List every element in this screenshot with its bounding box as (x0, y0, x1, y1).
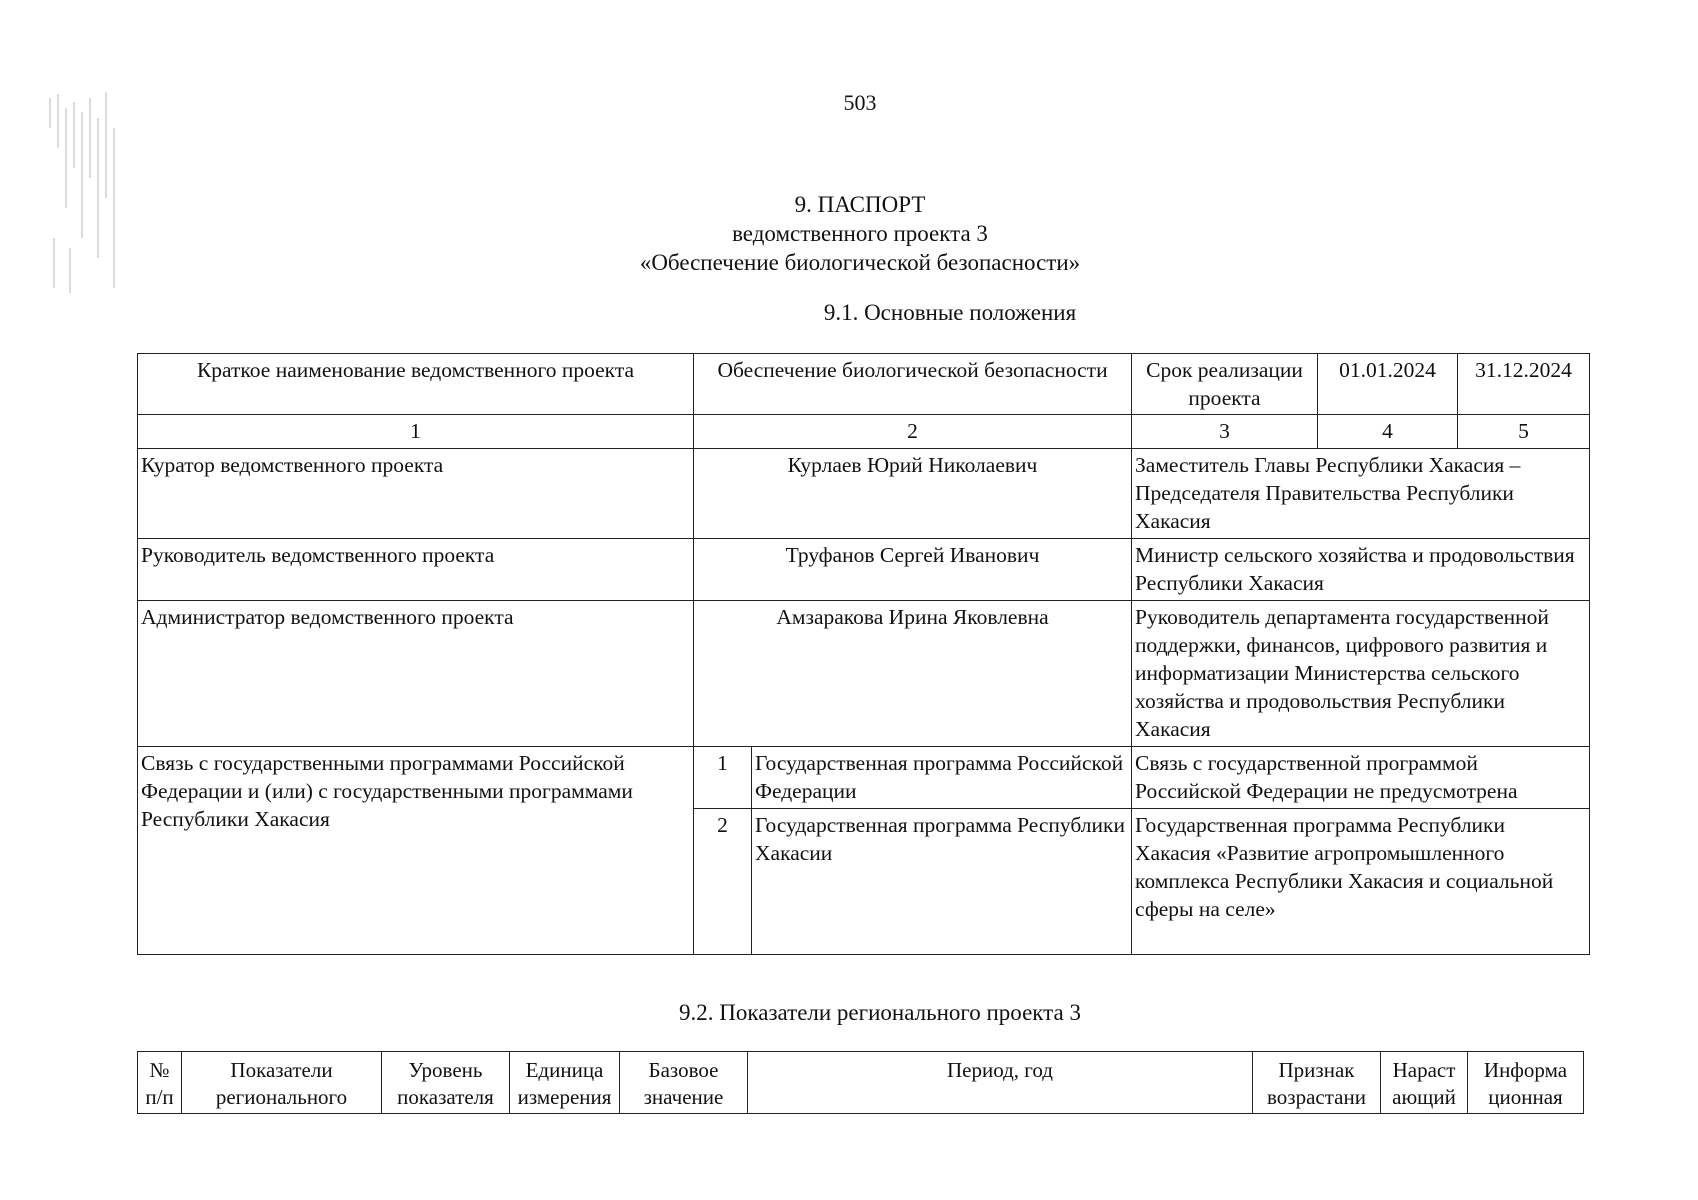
heading-line-1: 9. ПАСПОРТ (794, 192, 926, 217)
program-number: 2 (694, 809, 752, 955)
table-row (138, 354, 1590, 415)
col-number: 5 (1458, 415, 1590, 449)
program-name: Государственная программа Российской Федерации (752, 747, 1132, 809)
header-cell: Единица измерения (510, 1052, 620, 1114)
header-cell: Период, год (748, 1052, 1253, 1114)
term-label: Срок реализации проекта (1132, 354, 1318, 415)
table-header-row (138, 1052, 1584, 1114)
column-numbers-row (138, 415, 1590, 449)
program-number: 1 (694, 747, 752, 809)
header-cell: Уровень показателя (382, 1052, 510, 1114)
col-number: 4 (1318, 415, 1458, 449)
header-cell: Нараст ающий (1381, 1052, 1468, 1114)
program-relation: Государственная программа Республики Хакасия «Развитие агропромышленного комплекса Республики Хакасия и социальной сферы на селе» (1132, 809, 1590, 955)
row-person: Амзаракова Ирина Яковлевна (694, 601, 1132, 747)
row-label: Куратор ведомственного проекта (138, 449, 694, 539)
main-provisions-table (137, 353, 1590, 955)
start-date: 01.01.2024 (1318, 354, 1458, 415)
short-name-value: Обеспечение биологической безопасности (694, 354, 1132, 415)
section-2-title: 9.2. Показатели регионального проекта 3 (679, 1000, 1081, 1025)
row-position: Министр сельского хозяйства и продовольствия Республики Хакасия (1132, 539, 1590, 601)
heading-line-3: «Обеспечение биологической безопасности» (639, 250, 1081, 275)
header-cell: Базовое значение (620, 1052, 748, 1114)
row-position: Заместитель Главы Республики Хакасия – Председателя Правительства Республики Хакасия (1132, 449, 1590, 539)
document-heading (0, 190, 1698, 277)
table-row (138, 601, 1590, 747)
table-row (138, 449, 1590, 539)
row-person: Труфанов Сергей Иванович (694, 539, 1132, 601)
header-cell: Признак возрастани (1253, 1052, 1381, 1114)
end-date: 31.12.2024 (1458, 354, 1590, 415)
program-relation: Связь с государственной программой Российской Федерации не предусмотрена (1132, 747, 1590, 809)
section-1-title: 9.1. Основные положения (823, 300, 1077, 325)
col-number: 3 (1132, 415, 1318, 449)
program-name: Государственная программа Республики Хакасии (752, 809, 1132, 955)
table-row (138, 747, 1590, 809)
header-cell: Информа ционная (1468, 1052, 1584, 1114)
page-number: 503 (843, 90, 877, 115)
indicators-table (137, 1051, 1584, 1114)
row-label: Руководитель ведомственного проекта (138, 539, 694, 601)
heading-line-2: ведомственного проекта 3 (732, 221, 988, 246)
row-position: Руководитель департамента государственной поддержки, финансов, цифрового развития и информатизации Министерства сельского хозяйства и продовольствия Республики Хакасия (1132, 601, 1590, 747)
programs-link-label: Связь с государственными программами Российской Федерации и (или) с государственными программами Республики Хакасия (138, 747, 694, 955)
col-number: 2 (694, 415, 1132, 449)
row-label: Администратор ведомственного проекта (138, 601, 694, 747)
short-name-label: Краткое наименование ведомственного проекта (138, 354, 694, 415)
col-number: 1 (138, 415, 694, 449)
header-cell: № п/п (138, 1052, 182, 1114)
table-row (138, 539, 1590, 601)
header-cell: Показатели регионального (182, 1052, 382, 1114)
row-person: Курлаев Юрий Николаевич (694, 449, 1132, 539)
